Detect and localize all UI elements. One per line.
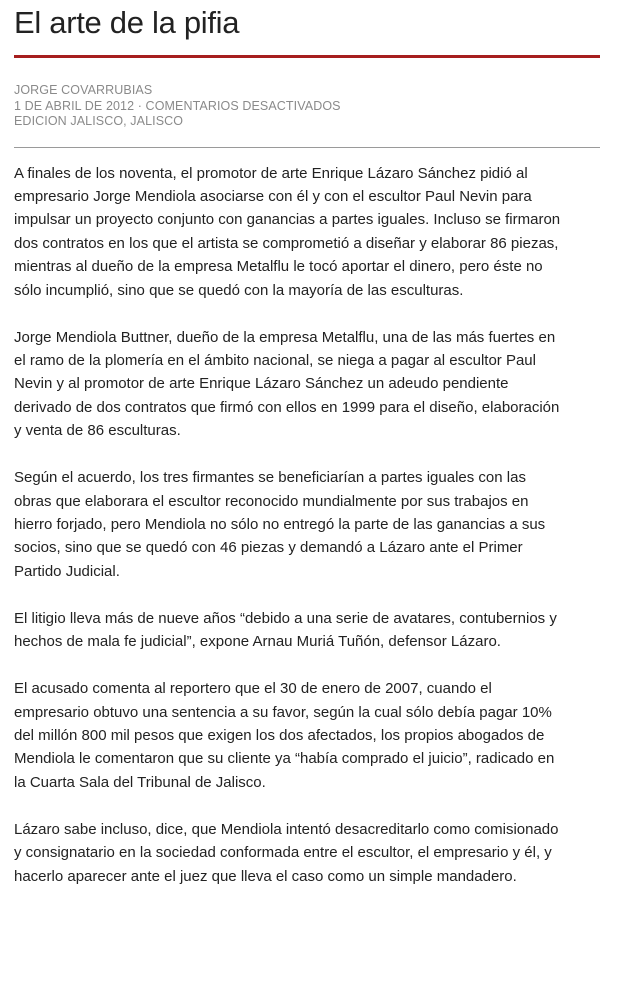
article-body	[14, 162, 600, 889]
author-byline[interactable]: JORGE COVARRUBIAS	[14, 83, 153, 97]
edition-line[interactable]: EDICION JALISCO, JALISCO	[14, 114, 184, 128]
paragraph: A finales de los noventa, el promotor de arte Enrique Lázaro Sánchez pidió al empresario Jorge Mendiola asociarse con él y con el escultor Paul Nevin para impulsar un proyecto conjunto con ganancias a partes iguales. Incluso se firmaron dos contratos en los que el artista se comprometió a diseñar y elaborar 86 piezas, mientras al dueño de la empresa Metalflu le tocó aportar el dinero, pero éste no sólo incumplió, sino que se quedó con la mayoría de las esculturas.	[14, 164, 561, 299]
paragraph: Jorge Mendiola Buttner, dueño de la empresa Metalflu, una de las más fuertes en el ramo de la plomería en el ámbito nacional, se niega a pagar al escultor Paul Nevin y al promotor de arte Enrique Lázaro Sánchez un adeudo pendiente derivado de dos contratos que firmó con ellos en 1999 para el diseño, elaboración y venta de 86 esculturas.	[14, 328, 560, 440]
paragraph: El acusado comenta al reportero que el 30 de enero de 2007, cuando el empresario obtuvo una sentencia a su favor, según la cual sólo debía pagar 10% del millón 800 mil pesos que exigen los dos afectados, los propios abogados de Mendiola le comentaron que su cliente ya “había comprado el juicio”, radicado en la Cuarta Sala del Tribunal de Jalisco.	[14, 680, 555, 791]
paragraph: El litigio lleva más de nueve años “debido a una serie de avatares, contubernios y hechos de mala fe judicial”, expone Arnau Muriá Tuñón, defensor Lázaro.	[14, 609, 557, 651]
meta-divider	[14, 147, 600, 148]
article	[14, 0, 600, 912]
article-meta	[14, 83, 600, 130]
article-title: El arte de la pifia	[14, 5, 240, 40]
title-divider	[14, 55, 600, 58]
paragraph: Según el acuerdo, los tres firmantes se beneficiarían a partes iguales con las obras que elaborara el escultor reconocido mundialmente por sus trabajos en hierro forjado, pero Mendiola no sólo no entregó la parte de las ganancias a sus socios, sino que se quedó con 46 piezas y demandó a Lázaro ante el Primer Partido Judicial.	[14, 469, 546, 580]
date-comments-line[interactable]: 1 DE ABRIL DE 2012 · COMENTARIOS DESACTIVADOS	[14, 98, 341, 113]
paragraph: Lázaro sabe incluso, dice, que Mendiola intentó desacreditarlo como comisionado y consignatario en la sociedad conformada entre el escultor, el empresario y él, y hacerlo aparecer ante el juez que lleva el caso como un simple mandadero.	[14, 820, 559, 885]
